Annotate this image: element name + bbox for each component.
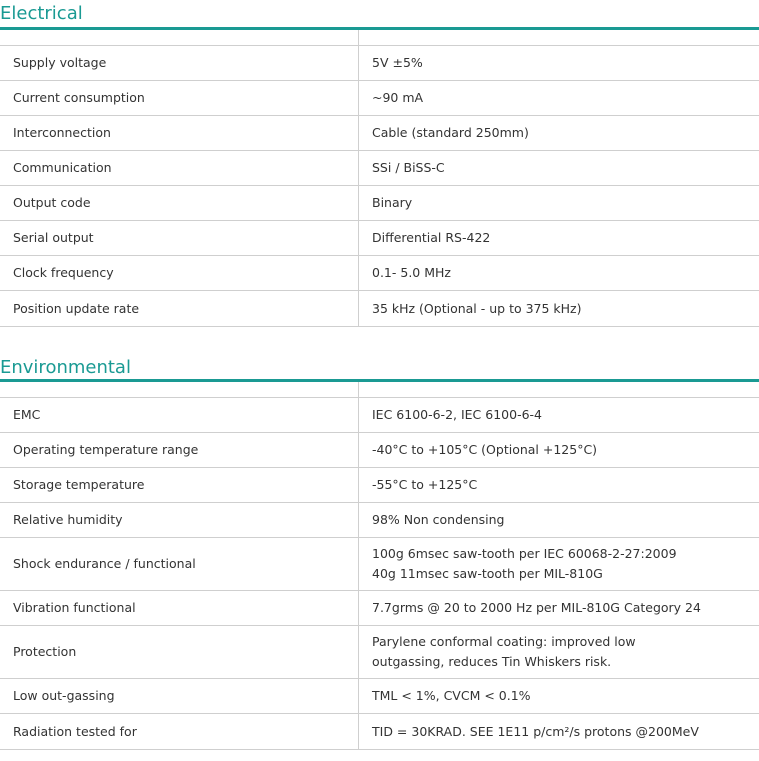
spec-label: Relative humidity: [0, 503, 359, 538]
spec-value: [359, 46, 759, 81]
spec-value-line: Binary: [372, 195, 413, 210]
spec-value-line: 98% Non condensing: [372, 512, 505, 527]
spec-label: Interconnection: [0, 116, 359, 151]
table-row: [0, 81, 759, 116]
table-row: [0, 46, 759, 81]
spec-value: [359, 291, 759, 327]
spec-table: [0, 382, 759, 750]
spec-table: [0, 30, 759, 327]
spec-value: [359, 538, 759, 591]
spec-value-line: 40g 11msec saw-tooth per MIL-810G: [372, 566, 603, 581]
table-row: [0, 151, 759, 186]
spec-value: [359, 116, 759, 151]
spec-value-line: TML < 1%, CVCM < 0.1%: [372, 688, 531, 703]
section-title: Electrical: [0, 3, 83, 24]
spec-value-line: ~90 mA: [372, 90, 424, 105]
spec-value: [359, 503, 759, 538]
spec-label: Storage temperature: [0, 468, 359, 503]
spec-value-line: Cable (standard 250mm): [372, 125, 529, 140]
table-row: [0, 186, 759, 221]
spec-value-line: SSi / BiSS-C: [372, 160, 445, 175]
table-spacer-row: [0, 30, 759, 46]
spec-label: Operating temperature range: [0, 433, 359, 468]
spec-value: [359, 679, 759, 714]
table-row: [0, 714, 759, 750]
spec-label: Serial output: [0, 221, 359, 256]
spec-value: [359, 186, 759, 221]
table-row: [0, 116, 759, 151]
spec-value: [359, 81, 759, 116]
section-title: Environmental: [0, 357, 131, 378]
table-spacer-row: [0, 382, 759, 398]
spec-label: Low out-gassing: [0, 679, 359, 714]
spec-label: Radiation tested for: [0, 714, 359, 750]
spec-label: Vibration functional: [0, 591, 359, 626]
spec-value: [359, 398, 759, 433]
table-row: [0, 433, 759, 468]
spec-label: EMC: [0, 398, 359, 433]
spec-value: [359, 468, 759, 503]
table-row: [0, 468, 759, 503]
spec-value: [359, 256, 759, 291]
spec-value-line: 35 kHz (Optional - up to 375 kHz): [372, 300, 582, 316]
spec-value-line: -40°C to +105°C (Optional +125°C): [372, 442, 598, 457]
spec-value: [359, 151, 759, 186]
spec-label: Output code: [0, 186, 359, 221]
spec-value-line: Differential RS-422: [372, 230, 491, 245]
spec-value: [359, 221, 759, 256]
spec-label: Clock frequency: [0, 256, 359, 291]
table-row: [0, 398, 759, 433]
table-row: [0, 291, 759, 327]
table-row: [0, 503, 759, 538]
table-row: [0, 221, 759, 256]
spec-value-line: -55°C to +125°C: [372, 477, 478, 492]
spec-label: Position update rate: [0, 291, 359, 327]
spec-label: Shock endurance / functional: [0, 538, 359, 591]
spec-value-line: 0.1- 5.0 MHz: [372, 265, 451, 280]
spec-label: Communication: [0, 151, 359, 186]
spec-value-line: outgassing, reduces Tin Whiskers risk.: [372, 654, 612, 669]
spec-value-line: Parylene conformal coating: improved low: [372, 634, 636, 649]
spec-value-line: IEC 6100-6-2, IEC 6100-6-4: [372, 407, 542, 422]
table-row: [0, 256, 759, 291]
table-row: [0, 679, 759, 714]
table-row: [0, 626, 759, 679]
spec-value: [359, 433, 759, 468]
spec-value: [359, 714, 759, 750]
spec-label: Protection: [0, 626, 359, 679]
spec-value: [359, 591, 759, 626]
table-row: [0, 538, 759, 591]
spec-value: [359, 626, 759, 679]
spec-value-line: TID = 30KRAD. SEE 1E11 p/cm²/s protons @200MeV: [372, 723, 699, 739]
table-row: [0, 591, 759, 626]
spec-value-line: 7.7grms @ 20 to 2000 Hz per MIL-810G Category 24: [372, 600, 701, 615]
spec-value-line: 5V ±5%: [372, 55, 423, 70]
spec-value-line: 100g 6msec saw-tooth per IEC 60068-2-27:2009: [372, 546, 677, 561]
spec-label: Supply voltage: [0, 46, 359, 81]
spec-label: Current consumption: [0, 81, 359, 116]
